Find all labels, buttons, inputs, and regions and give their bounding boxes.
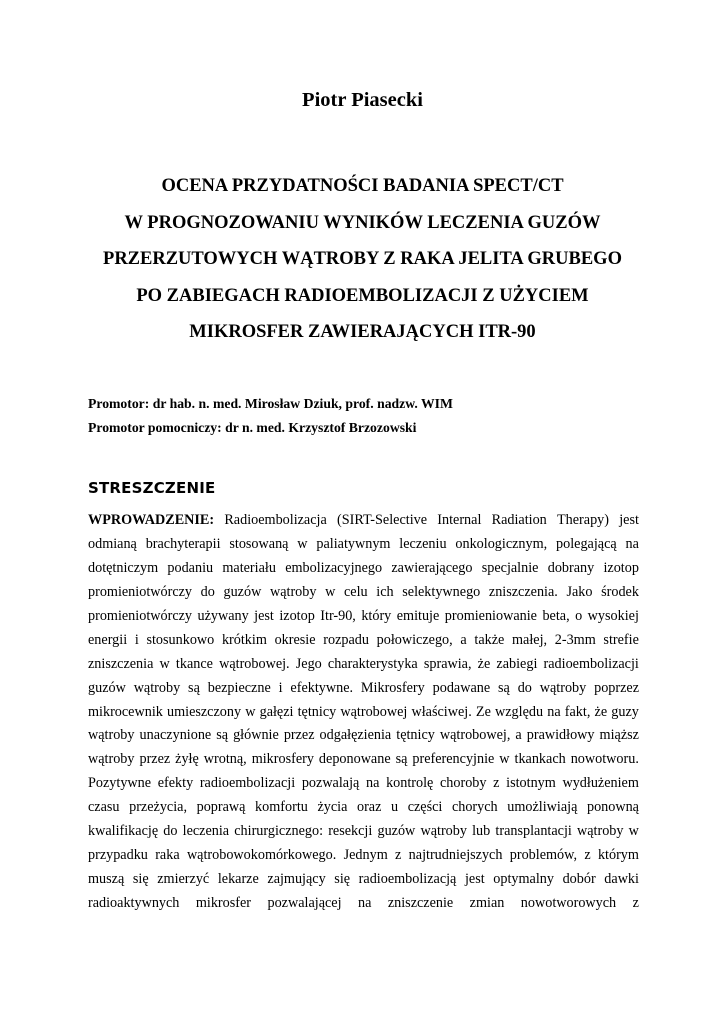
word: Jego — [295, 655, 322, 672]
word: względu — [495, 703, 544, 720]
word: i — [278, 679, 283, 696]
word: izotop — [603, 559, 639, 576]
word: u — [391, 799, 399, 816]
word: do — [517, 679, 532, 696]
word: efektywne. — [290, 679, 354, 696]
word: małej, — [512, 631, 548, 648]
word: stosunkowo — [146, 631, 215, 648]
word: zniszczenia — [88, 655, 154, 672]
word: krótkim — [221, 631, 267, 648]
paragraph-line — [88, 533, 639, 557]
word: najtrudniejszych — [408, 847, 503, 864]
word: właściwej. — [411, 703, 472, 720]
word: w — [297, 535, 308, 552]
title-line: W PROGNOZOWANIU WYNIKÓW LECZENIA GUZÓW — [124, 212, 601, 233]
word: rozpadu — [323, 631, 369, 648]
title-line: PO ZABIEGACH RADIOEMBOLIZACJI Z UŻYCIEM — [136, 285, 589, 306]
word: tętnicy — [297, 703, 337, 720]
word: o — [575, 607, 583, 624]
word: zniszczenia. — [488, 583, 558, 600]
word: do — [163, 823, 178, 840]
word: materiału — [222, 559, 276, 576]
word: życia — [317, 799, 348, 816]
word: promieniotwórczy — [88, 607, 193, 624]
word: w — [159, 655, 170, 672]
word: zniszczenie — [387, 895, 454, 911]
word: choroby — [440, 775, 487, 792]
paragraph-line — [88, 868, 639, 892]
word: wątroby — [539, 679, 587, 696]
word: strefie — [603, 631, 639, 648]
word: się — [334, 871, 351, 888]
word: kontrolę — [386, 775, 434, 792]
word: optymalny — [493, 871, 554, 888]
word: są — [216, 727, 229, 744]
word: i — [134, 631, 139, 648]
word: radioembolizacji — [199, 775, 296, 792]
word: (SIRT-Selective — [337, 512, 428, 528]
word: że — [594, 703, 608, 720]
word: wątroby — [577, 823, 624, 840]
word: okresie — [274, 631, 316, 648]
word: Therapy) — [557, 512, 609, 528]
word: z — [584, 847, 591, 864]
word: przez — [283, 727, 315, 744]
word: lekarze — [217, 871, 259, 888]
word: na — [357, 895, 372, 911]
word: deponowane — [318, 751, 391, 768]
word: lub — [472, 823, 491, 840]
word: resekcji — [328, 823, 373, 840]
paragraph-line — [88, 701, 639, 725]
word: brachyterapii — [145, 535, 221, 552]
word: wątrobowej, — [439, 727, 511, 744]
word: z — [493, 775, 500, 792]
paragraph-line — [88, 653, 639, 677]
word: radioembolizacji — [543, 655, 639, 672]
word: umieszczony — [167, 703, 242, 720]
word: paliatywnym — [316, 535, 391, 552]
word: podawane — [432, 679, 491, 696]
word: przypadku — [88, 847, 148, 864]
word: czasu — [88, 799, 120, 816]
word: dawki — [604, 871, 639, 888]
word: istotnym — [506, 775, 556, 792]
word: miąższ — [599, 727, 639, 744]
paragraph-line — [88, 677, 639, 701]
word: embolizacyjnego — [285, 559, 383, 576]
word: Mikrosfery — [360, 679, 425, 696]
word: odmianą — [88, 535, 137, 552]
paragraph-line — [88, 724, 639, 748]
word: używany — [197, 607, 249, 624]
word: celu — [343, 583, 368, 600]
word: Pozytywne — [88, 775, 152, 792]
word: radioaktywnych — [88, 895, 180, 911]
word: onkologicznym, — [455, 535, 548, 552]
word: beta, — [542, 607, 570, 624]
word: wątroby — [133, 679, 181, 696]
word: efekty — [157, 775, 194, 792]
word: wysokiej — [587, 607, 639, 624]
paragraph-line — [88, 581, 639, 605]
word: umożliwiają — [507, 799, 578, 816]
word: transplantacji — [495, 823, 572, 840]
word: chirurgicznego: — [234, 823, 324, 840]
paragraph-line — [88, 796, 639, 820]
word: nowotworowych — [520, 895, 617, 911]
word: energii — [88, 631, 128, 648]
paragraph-line — [88, 509, 639, 533]
word: 2-3mm — [554, 631, 596, 648]
word: do — [200, 583, 215, 600]
thesis-title — [60, 168, 665, 351]
word: unaczynione — [139, 727, 212, 744]
word: charakterystyka — [327, 655, 418, 672]
word: izotop — [279, 607, 315, 624]
word: wątroby — [269, 583, 317, 600]
abstract-paragraph — [88, 509, 639, 916]
word: gałęzi — [259, 703, 294, 720]
word: specjalnie — [481, 559, 539, 576]
word: guzy — [611, 703, 639, 720]
word: połowiczego, — [376, 631, 453, 648]
word: środek — [601, 583, 639, 600]
word: który — [361, 607, 392, 624]
word: Ze — [475, 703, 491, 720]
word: na — [625, 535, 639, 552]
word: Itr-90, — [320, 607, 356, 624]
word: którym — [597, 847, 639, 864]
word: selektywnego — [402, 583, 481, 600]
word: sprawia, — [423, 655, 472, 672]
word: poprzez — [594, 679, 639, 696]
word: Radioembolizacja — [224, 512, 327, 528]
word: także — [474, 631, 505, 648]
paragraph-line — [88, 892, 639, 916]
word: raka — [155, 847, 180, 864]
word: zajmujący — [267, 871, 326, 888]
word: preferencyjnie — [412, 751, 495, 768]
word: zawierającego — [391, 559, 473, 576]
paragraph-line — [88, 844, 639, 868]
word: są — [498, 679, 510, 696]
word: tkance — [175, 655, 213, 672]
word: pozwalającej — [267, 895, 342, 911]
word: żyłę — [175, 751, 199, 768]
word: polegającą — [556, 535, 617, 552]
word: pozwalają — [301, 775, 360, 792]
word: zmian — [469, 895, 505, 911]
word: dotętniczym — [88, 559, 159, 576]
word: podaniu — [167, 559, 214, 576]
word: promieniowanie — [444, 607, 537, 624]
word: dobrany — [547, 559, 595, 576]
word: emituje — [396, 607, 440, 624]
paragraph-line — [88, 820, 639, 844]
word: Radiation — [491, 512, 547, 528]
word: na — [547, 703, 561, 720]
word: oraz — [356, 799, 382, 816]
title-line: PRZERZUTOWYCH WĄTROBY Z RAKA JELITA GRUBEGO — [103, 249, 622, 269]
word: komfortu — [255, 799, 308, 816]
word: guzów — [377, 823, 416, 840]
word: części — [407, 799, 443, 816]
word: wątrobowokomórkowego. — [186, 847, 337, 864]
word: w — [245, 703, 256, 720]
word: leczeniu — [399, 535, 447, 552]
section-heading: STRESZCZENIE — [88, 479, 216, 497]
word: się — [132, 871, 149, 888]
word: muszą — [88, 871, 125, 888]
word: problemów, — [509, 847, 577, 864]
word: leczenia — [182, 823, 230, 840]
promotor: Promotor: dr hab. n. med. Mirosław Dziuk, prof. nadzw. WIM — [88, 396, 453, 411]
word: guzów — [88, 679, 126, 696]
word: guzów — [223, 583, 262, 600]
word: w — [628, 823, 639, 840]
author-name: Piotr Piasecki — [302, 89, 423, 111]
word: chorych — [451, 799, 498, 816]
word: z — [632, 895, 639, 911]
word: poprawą — [196, 799, 246, 816]
word: wątroby — [88, 751, 135, 768]
word: wrotną, — [203, 751, 247, 768]
word: Jako — [566, 583, 593, 600]
word: zabiegi — [496, 655, 538, 672]
word: tkankach — [514, 751, 566, 768]
word: wątroby — [88, 727, 135, 744]
word: jest — [619, 512, 639, 528]
word: przeżycia, — [129, 799, 187, 816]
word: wątrobowej. — [219, 655, 290, 672]
word: mikrosfer — [195, 895, 252, 911]
title-line: MIKROSFER ZAWIERAJĄCYCH ITR-90 — [189, 322, 536, 342]
word: są — [395, 751, 408, 768]
word: w — [499, 751, 510, 768]
word: wątrobowej — [340, 703, 408, 720]
word: na — [366, 775, 380, 792]
word: kwalifikację — [88, 823, 159, 840]
word: a — [515, 727, 522, 744]
word: że — [477, 655, 491, 672]
word: radioembolizacją — [358, 871, 457, 888]
word: a — [460, 631, 467, 648]
word: dobór — [562, 871, 596, 888]
word: bezpieczne — [207, 679, 271, 696]
word: jest — [254, 607, 274, 624]
paragraph-line — [88, 605, 639, 629]
word: mikrosfery — [251, 751, 314, 768]
paragraph-line — [88, 557, 639, 581]
intro-label: WPROWADZENIE: — [88, 512, 215, 528]
word: zmierzyć — [157, 871, 210, 888]
word: ponowną — [586, 799, 639, 816]
word: stosowaną — [229, 535, 289, 552]
word: ich — [376, 583, 394, 600]
word: z — [395, 847, 402, 864]
title-line: OCENA PRZYDATNOŚCI BADANIA SPECT/CT — [161, 176, 564, 196]
promotors-block — [88, 392, 453, 439]
word: prawidłowy — [526, 727, 595, 744]
word: odgałęzienia — [319, 727, 392, 744]
paragraph-line — [88, 629, 639, 653]
word: są — [188, 679, 200, 696]
word: Jednym — [343, 847, 388, 864]
word: w — [325, 583, 336, 600]
word: wątroby — [420, 823, 467, 840]
word: tętnicy — [396, 727, 435, 744]
word: głównie — [233, 727, 279, 744]
word: wydłużeniem — [562, 775, 639, 792]
paragraph-line — [88, 772, 639, 796]
paragraph-line — [88, 748, 639, 772]
word: nowotworu. — [570, 751, 639, 768]
word: jest — [464, 871, 485, 888]
word: Internal — [437, 512, 482, 528]
word: przez — [139, 751, 171, 768]
word: fakt, — [564, 703, 591, 720]
promotor-pomocniczy: Promotor pomocniczy: dr n. med. Krzysztof Brzozowski — [88, 419, 417, 435]
word: mikrocewnik — [88, 703, 163, 720]
word: promieniotwórczy — [88, 583, 193, 600]
